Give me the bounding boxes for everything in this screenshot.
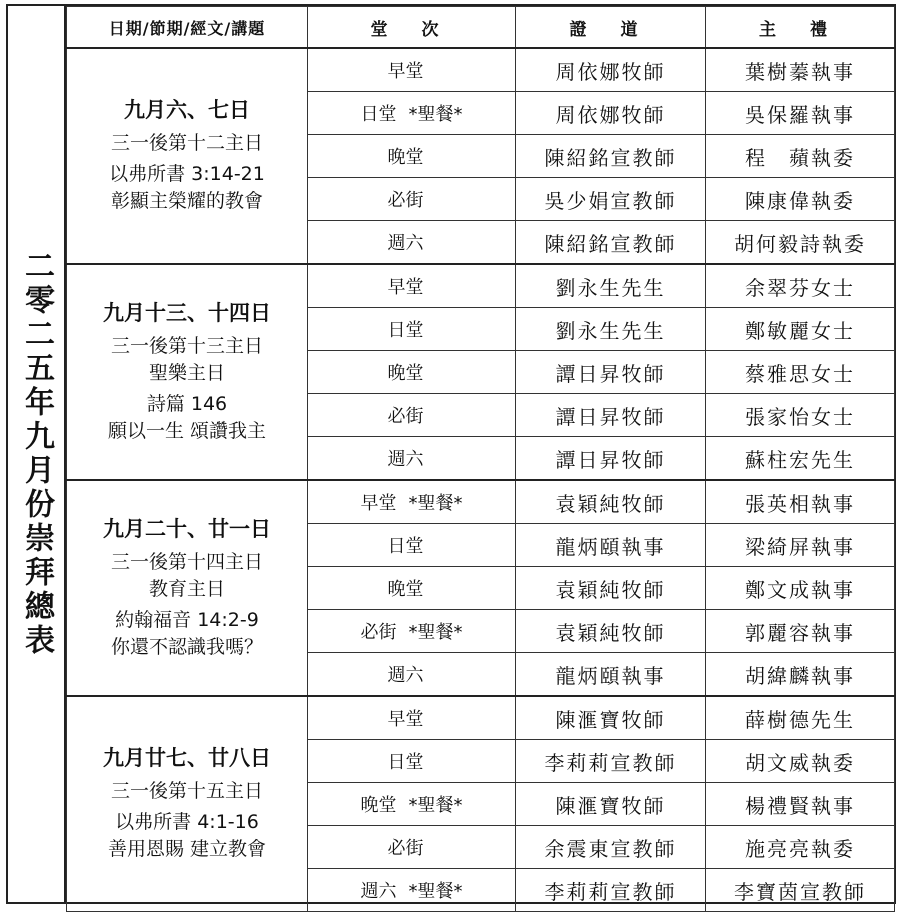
preacher-cell: 陳滙寶牧師: [516, 696, 706, 740]
preacher-cell: 龍炳頤執事: [516, 524, 706, 567]
header-row: [67, 7, 895, 49]
week-info: [67, 48, 308, 264]
week-occasion-2: 聖樂主日: [148, 361, 225, 384]
communion-mark: *聖餐*: [408, 622, 463, 643]
communion-mark: *聖餐*: [408, 795, 463, 816]
session-cell: [308, 264, 516, 308]
session-cell: [308, 480, 516, 524]
preacher-cell: 陳滙寶牧師: [516, 783, 706, 826]
communion-mark: *聖餐*: [408, 104, 463, 125]
preacher-cell: 吳少娟宣教師: [516, 178, 706, 221]
session-label: 早堂: [387, 277, 424, 298]
session-label: 日堂: [360, 104, 397, 125]
week-topic: 善用恩賜 建立教會: [107, 838, 267, 860]
session-cell: [308, 524, 516, 567]
communion-mark: *聖餐*: [408, 881, 463, 902]
session-label: 早堂: [387, 709, 424, 730]
presider-cell: 郭麗容執事: [706, 610, 895, 653]
preacher-cell: 余震東宣教師: [516, 826, 706, 869]
preacher-cell: 周依娜牧師: [516, 92, 706, 135]
presider-cell: 胡何毅詩執委: [706, 221, 895, 265]
presider-cell: 陳康偉執委: [706, 178, 895, 221]
session-label: 週六: [387, 665, 424, 686]
presider-cell: 余翠芬女士: [706, 264, 895, 308]
session-label: 晚堂: [387, 147, 424, 168]
preacher-cell: 袁穎純牧師: [516, 567, 706, 610]
week-passage: 以弗所書 3:14-21: [109, 163, 265, 185]
week-occasion-2: 教育主日: [148, 577, 225, 600]
session-label: 週六: [387, 233, 424, 254]
presider-cell: 吳保羅執事: [706, 92, 895, 135]
session-cell: [308, 437, 516, 481]
presider-cell: 葉樹蓁執事: [706, 48, 895, 92]
schedule-sheet: [6, 4, 896, 904]
presider-cell: 施亮亮執委: [706, 826, 895, 869]
week-passage: 詩篇 146: [146, 392, 228, 415]
session-cell: [308, 308, 516, 351]
week-date: 九月二十、廿一日: [103, 516, 271, 541]
side-title-text: 二零二五年九月份崇拜總表: [19, 250, 54, 658]
schedule-table: [66, 6, 895, 912]
session-cell: [308, 351, 516, 394]
session-cell: [308, 653, 516, 697]
preacher-cell: 譚日昇牧師: [516, 437, 706, 481]
presider-cell: 張英相執事: [706, 480, 895, 524]
week-date: 九月六、七日: [124, 98, 250, 122]
session-label: 必街: [387, 406, 424, 427]
preacher-cell: 袁穎純牧師: [516, 610, 706, 653]
week-info: [67, 264, 308, 480]
week-topic: 願以一生 頌讚我主: [107, 419, 267, 442]
session-label: 必街: [387, 838, 424, 859]
week-info: [67, 696, 308, 912]
session-cell: [308, 869, 516, 912]
week-occasion: 三一後第十四主日: [110, 550, 263, 573]
presider-cell: 胡文威執委: [706, 740, 895, 783]
preacher-cell: 陳紹銘宣教師: [516, 221, 706, 265]
session-label: 日堂: [387, 536, 424, 557]
week-date: 九月十三、十四日: [103, 300, 271, 325]
week-occasion: 三一後第十五主日: [110, 780, 263, 802]
preacher-cell: 李莉莉宣教師: [516, 740, 706, 783]
preacher-cell: 譚日昇牧師: [516, 351, 706, 394]
session-cell: [308, 826, 516, 869]
preacher-cell: 陳紹銘宣教師: [516, 135, 706, 178]
presider-cell: 鄭文成執事: [706, 567, 895, 610]
week-occasion: 三一後第十三主日: [110, 334, 263, 357]
presider-cell: 張家怡女士: [706, 394, 895, 437]
preacher-cell: 李莉莉宣教師: [516, 869, 706, 912]
session-label: 週六: [387, 449, 424, 470]
presider-cell: 薛樹德先生: [706, 696, 895, 740]
session-cell: [308, 178, 516, 221]
preacher-cell: 譚日昇牧師: [516, 394, 706, 437]
session-cell: [308, 135, 516, 178]
table-row: [67, 48, 895, 92]
header-presider: 主 禮: [706, 7, 895, 49]
header-preacher: 證 道: [516, 7, 706, 49]
presider-cell: 蔡雅思女士: [706, 351, 895, 394]
week-topic: 彰顯主榮耀的教會: [110, 190, 263, 212]
side-title: [8, 6, 66, 902]
session-label: 晚堂: [387, 579, 424, 600]
session-cell: [308, 221, 516, 265]
table-row: [67, 696, 895, 740]
presider-cell: 鄭敏麗女士: [706, 308, 895, 351]
presider-cell: 程 蘋執委: [706, 135, 895, 178]
presider-cell: 胡緯麟執事: [706, 653, 895, 697]
presider-cell: 楊禮賢執事: [706, 783, 895, 826]
session-cell: [308, 610, 516, 653]
session-cell: [308, 783, 516, 826]
session-cell: [308, 567, 516, 610]
table-row: [67, 264, 895, 308]
week-info: [67, 480, 308, 696]
week-date: 九月廿七、廿八日: [103, 746, 271, 770]
session-label: 早堂: [387, 61, 424, 82]
presider-cell: 李寶茵宣教師: [706, 869, 895, 912]
preacher-cell: 龍炳頤執事: [516, 653, 706, 697]
session-label: 週六: [360, 881, 397, 902]
week-occasion: 三一後第十二主日: [110, 132, 263, 154]
week-topic: 你還不認識我嗎？: [110, 635, 263, 658]
session-label: 日堂: [387, 320, 424, 341]
session-label: 早堂: [360, 493, 397, 514]
session-cell: [308, 92, 516, 135]
header-session: 堂 次: [308, 7, 516, 49]
presider-cell: 蘇柱宏先生: [706, 437, 895, 481]
session-label: 晚堂: [360, 795, 397, 816]
session-label: 晚堂: [387, 363, 424, 384]
communion-mark: *聖餐*: [408, 493, 463, 514]
table-row: [67, 480, 895, 524]
header-date: 日期/節期/經文/講題: [67, 7, 308, 49]
session-label: 日堂: [387, 752, 424, 773]
session-cell: [308, 696, 516, 740]
session-label: 必街: [360, 622, 397, 643]
session-cell: [308, 394, 516, 437]
session-label: 必街: [387, 190, 424, 211]
session-cell: [308, 740, 516, 783]
preacher-cell: 袁穎純牧師: [516, 480, 706, 524]
preacher-cell: 周依娜牧師: [516, 48, 706, 92]
preacher-cell: 劉永生先生: [516, 264, 706, 308]
preacher-cell: 劉永生先生: [516, 308, 706, 351]
week-passage: 約翰福音 14:2-9: [115, 608, 259, 631]
session-cell: [308, 48, 516, 92]
week-passage: 以弗所書 4:1-16: [115, 811, 259, 833]
presider-cell: 梁綺屏執事: [706, 524, 895, 567]
